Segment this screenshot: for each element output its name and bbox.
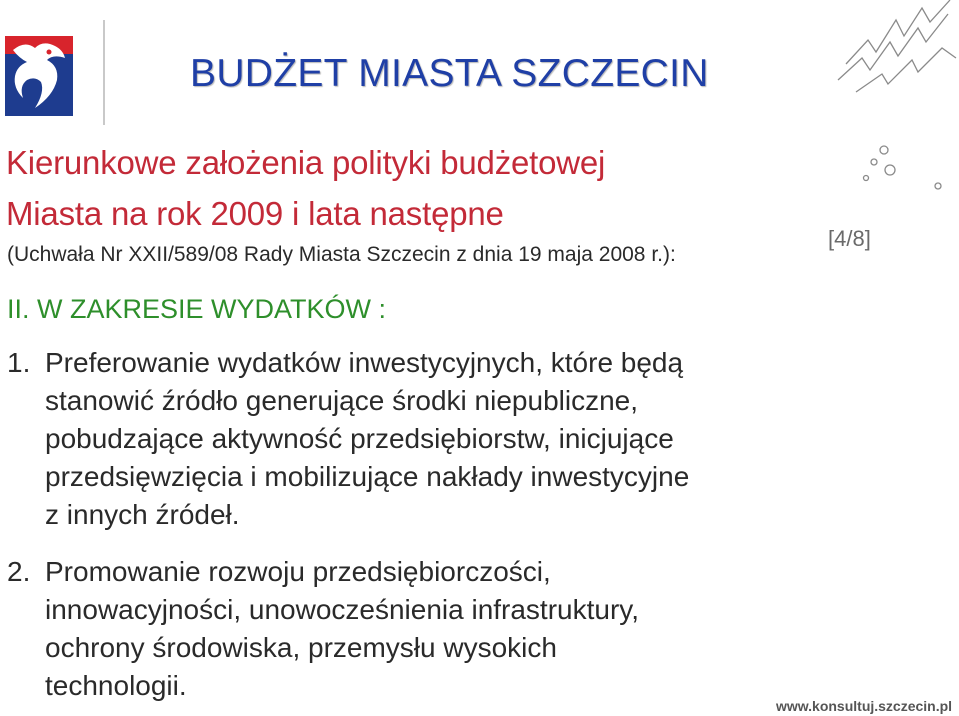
list-item-text: Preferowanie wydatków inwestycyjnych, które będą — [45, 347, 684, 378]
list-item-text: innowacyjności, unowocześnienia infrastruktury, — [45, 594, 639, 625]
list-item-text: przedsięwzięcia i mobilizujące nakłady inwestycyjne — [45, 461, 690, 492]
list-item-text: ochrony środowiska, przemysłu wysokich — [45, 632, 557, 663]
list-item-text: stanowić źródło generujące środki niepubliczne, — [45, 385, 639, 416]
list-item-text: pobudzające aktywność przedsiębiorstw, inicjujące — [45, 423, 674, 454]
list-item-number: 2. — [7, 556, 31, 587]
szczecin-griffin-logo-icon — [5, 36, 73, 116]
page-title: BUDŻET MIASTA SZCZECIN — [190, 52, 709, 95]
list-item-2 — [7, 553, 837, 705]
subtitle-line-1: Kierunkowe założenia polityki budżetowej — [6, 144, 606, 181]
subtitle-line-2: Miasta na rok 2009 i lata następne — [6, 195, 504, 232]
page-indicator: [4/8] — [828, 226, 871, 251]
szczecin-logo — [5, 36, 73, 116]
section-heading: II. W ZAKRESIE WYDATKÓW : — [7, 294, 387, 324]
list-item-line — [7, 553, 837, 591]
list-item-1 — [7, 344, 837, 534]
list-item-text: z innych źródeł. — [45, 499, 240, 530]
resolution-reference: (Uchwała Nr XXII/589/08 Rady Miasta Szczecin z dnia 19 maja 2008 r.): — [7, 243, 676, 266]
list-item-number: 1. — [7, 347, 31, 378]
list-item-line — [7, 344, 837, 382]
list-item-text: technologii. — [45, 670, 187, 701]
list-item-text: Promowanie rozwoju przedsiębiorczości, — [45, 556, 551, 587]
decorative-doodle-icon — [826, 0, 959, 210]
logo-divider — [103, 20, 105, 125]
footer-url: www.konsultuj.szczecin.pl — [776, 698, 953, 714]
